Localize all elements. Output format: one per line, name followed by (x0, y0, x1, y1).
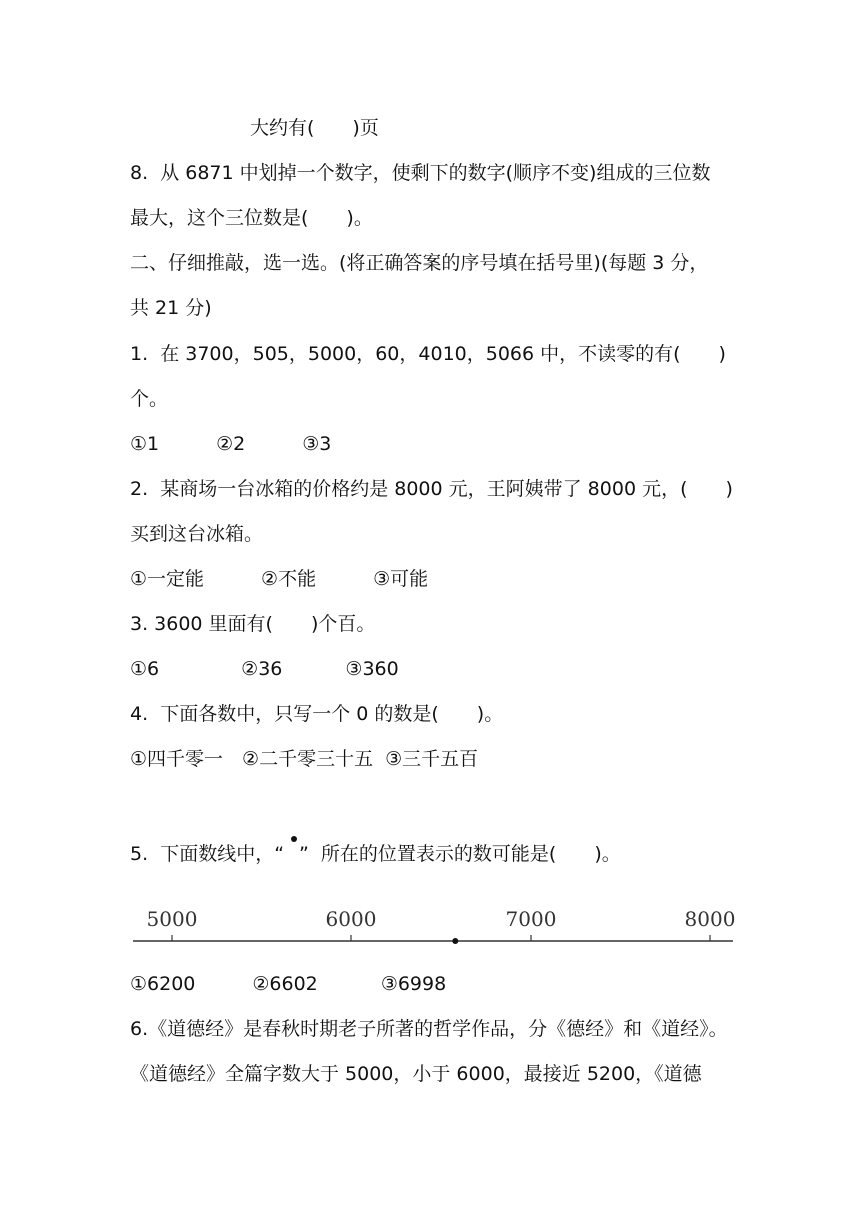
section-2-heading-line1: 二、仔细推敲，选一选。(将正确答案的序号填在括号里)(每题 3 分， (130, 252, 709, 274)
number-line-label-8000: 8000 (684, 907, 736, 931)
line-q7-tail: 大约有( )页 (250, 117, 379, 139)
section-2-heading-line2: 共 21 分) (130, 297, 212, 319)
question-8-line2: 最大，这个三位数是( )。 (130, 207, 373, 229)
question-8-line1: 8. 从 6871 中划掉一个数字，使剩下的数字(顺序不变)组成的三位数 (130, 162, 711, 184)
question-2-options: ①一定能 ②不能 ③可能 (130, 568, 429, 590)
question-3-options: ①6 ②36 ③360 (130, 658, 399, 680)
question-5-options: ①6200 ②6602 ③6998 (130, 973, 447, 995)
question-4: 4. 下面各数中，只写一个 0 的数是( )。 (130, 703, 504, 725)
dot-symbol-icon (291, 836, 297, 842)
number-line-label-5000: 5000 (146, 907, 198, 931)
question-1-line1: 1. 在 3700，505，5000，60，4010，5066 中，不读零的有( ) (130, 343, 726, 365)
number-line-label-7000: 7000 (505, 907, 557, 931)
question-5-prefix: 5. 下面数线中，“ (130, 843, 285, 865)
question-3: 3. 3600 里面有( )个百。 (130, 613, 376, 635)
question-6-line1: 6.《道德经》是春秋时期老子所著的哲学作品，分《德经》和《道经》。 (130, 1018, 728, 1040)
question-2-line1: 2. 某商场一台冰箱的价格约是 8000 元，王阿姨带了 8000 元，( ) (130, 478, 733, 500)
number-line-marker-dot (452, 938, 458, 944)
question-1-options: ①1 ②2 ③3 (130, 433, 332, 455)
question-6-line2: 《道德经》全篇字数大于 5000，小于 6000，最接近 5200，《道德 (130, 1063, 702, 1085)
question-1-line2: 个。 (130, 388, 169, 410)
question-4-options: ①四千零一 ②二千零三十五 ③三千五百 (130, 748, 479, 770)
number-line-label-6000: 6000 (325, 907, 377, 931)
number-line (130, 900, 740, 960)
question-5-suffix: ” 所在的位置表示的数可能是( )。 (299, 843, 621, 865)
question-2-line2: 买到这台冰箱。 (130, 523, 264, 545)
